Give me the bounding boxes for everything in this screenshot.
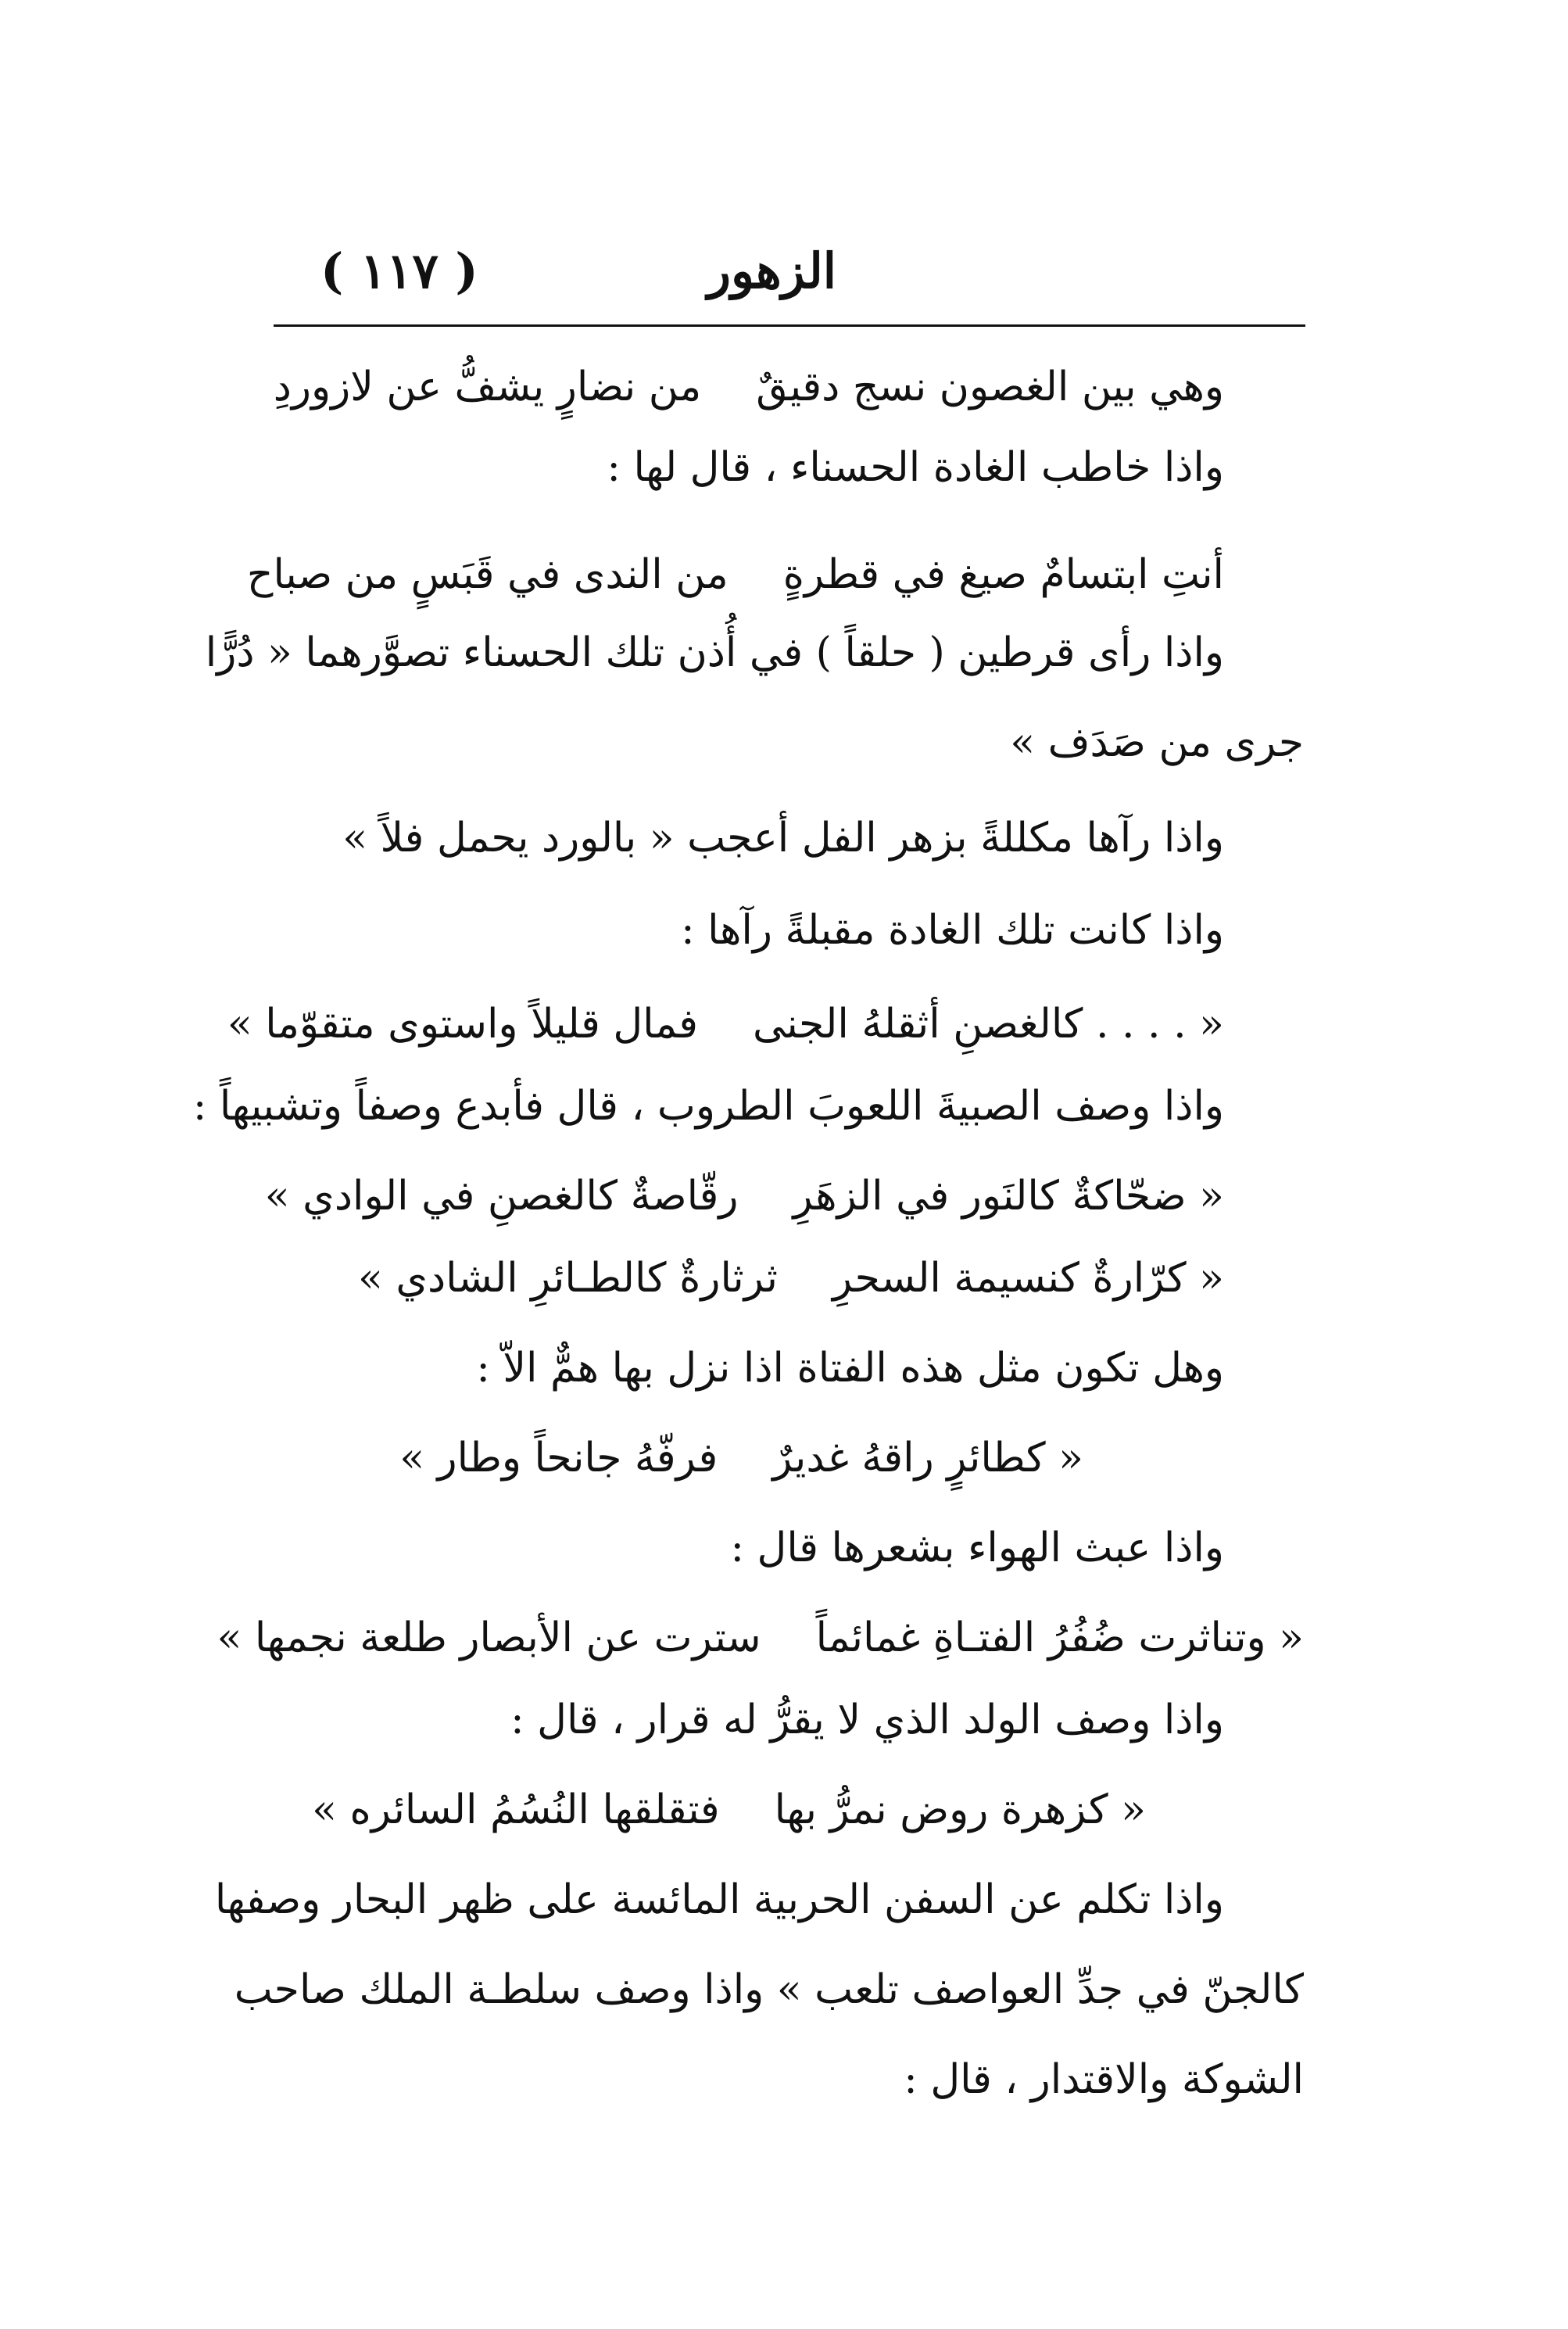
prose-line: واذا رآها مكللةً بزهر الفل أعجب « بالورد يحمل فلاً » (342, 815, 1224, 862)
prose-line: الشوكة والاقتدار ، قال : (904, 2056, 1304, 2103)
verse-hemistich-first: « وتناثرت ضُفُرُ الفتـاةِ غمائماً (815, 1614, 1304, 1661)
verse-hemistich-first: « كزهرة روض نمرُّ بها (774, 1786, 1146, 1833)
prose-line: واذا وصف الولد الذي لا يقرُّ له قرار ، قال : (510, 1697, 1224, 1743)
verse-hemistich-first: أنتِ ابتسامٌ صيغ في قطرةٍ (782, 551, 1224, 598)
prose-line: كالجنّ في جدِّ العواصف تلعب » واذا وصف سلطـة الملك صاحب (234, 1966, 1304, 2013)
prose-line: واذا كانت تلك الغادة مقبلةً رآها : (681, 907, 1224, 954)
verse-line (274, 356, 1224, 418)
verse-line (247, 543, 1224, 606)
verse-line (358, 1247, 1224, 1310)
verse-hemistich-second: رقّاصةٌ كالغصنِ في الوادي » (264, 1173, 739, 1220)
verse-hemistich-first: « ضحّاكةٌ كالنَور في الزهَرِ (793, 1173, 1224, 1220)
header-rule (274, 324, 1305, 327)
page-header (274, 235, 1305, 321)
verse-hemistich-second: فمال قليلاً واستوى متقوّما » (227, 1001, 698, 1048)
verse-hemistich-second: ثرثارةٌ كالطـائرِ الشادي » (357, 1255, 778, 1302)
running-title: الزهور (707, 242, 836, 299)
verse-hemistich-second: من نضارٍ يشفُّ عن لازوردِ (273, 364, 702, 410)
verse-line (399, 1427, 1083, 1489)
verse-hemistich-second: من الندى في قَبَسٍ من صباح (246, 551, 729, 598)
prose-line: واذا وصف الصبيةَ اللعوبَ الطروب ، قال فأبدع وصفاً وتشبيهاً : (192, 1083, 1224, 1130)
prose-line: واذا عبث الهواء بشعرها قال : (730, 1525, 1224, 1571)
prose-line: واذا رأى قرطين ( حلقاً ) في أُذن تلك الحسناء تصوَّرهما « دُرًّا (205, 629, 1224, 676)
verse-hemistich-second: فتقلقها النُسُمُ السائره » (312, 1786, 720, 1833)
verse-line (217, 1607, 1305, 1669)
verse-line (312, 1779, 1146, 1841)
page-number: ( ١١٧ ) (320, 242, 478, 299)
prose-line: واذا خاطب الغادة الحسناء ، قال لها : (607, 444, 1224, 491)
verse-hemistich-second: فرفّهُ جانحاً وطار » (399, 1435, 718, 1482)
verse-hemistich-first: « كطائرٍ راقهُ غديرٌ (772, 1435, 1083, 1482)
verse-line (265, 1165, 1224, 1227)
prose-line: واذا تكلم عن السفن الحربية المائسة على ظهر البحار وصفها (214, 1876, 1224, 1923)
prose-line: وهل تكون مثل هذه الفتاة اذا نزل بها همٌّ الاّ : (476, 1345, 1224, 1392)
verse-line (227, 993, 1224, 1055)
prose-line: جرى من صَدَف » (1010, 719, 1304, 766)
verse-hemistich-second: سترت عن الأبصار طلعة نجمها » (217, 1614, 761, 1661)
verse-hemistich-first: وهي بين الغصون نسج دقيقٌ (756, 364, 1224, 410)
verse-hemistich-first: « كرّارةٌ كنسيمة السحرِ (832, 1255, 1224, 1302)
verse-hemistich-first: « . . . . كالغصنِ أثقلهُ الجنى (752, 1001, 1224, 1048)
